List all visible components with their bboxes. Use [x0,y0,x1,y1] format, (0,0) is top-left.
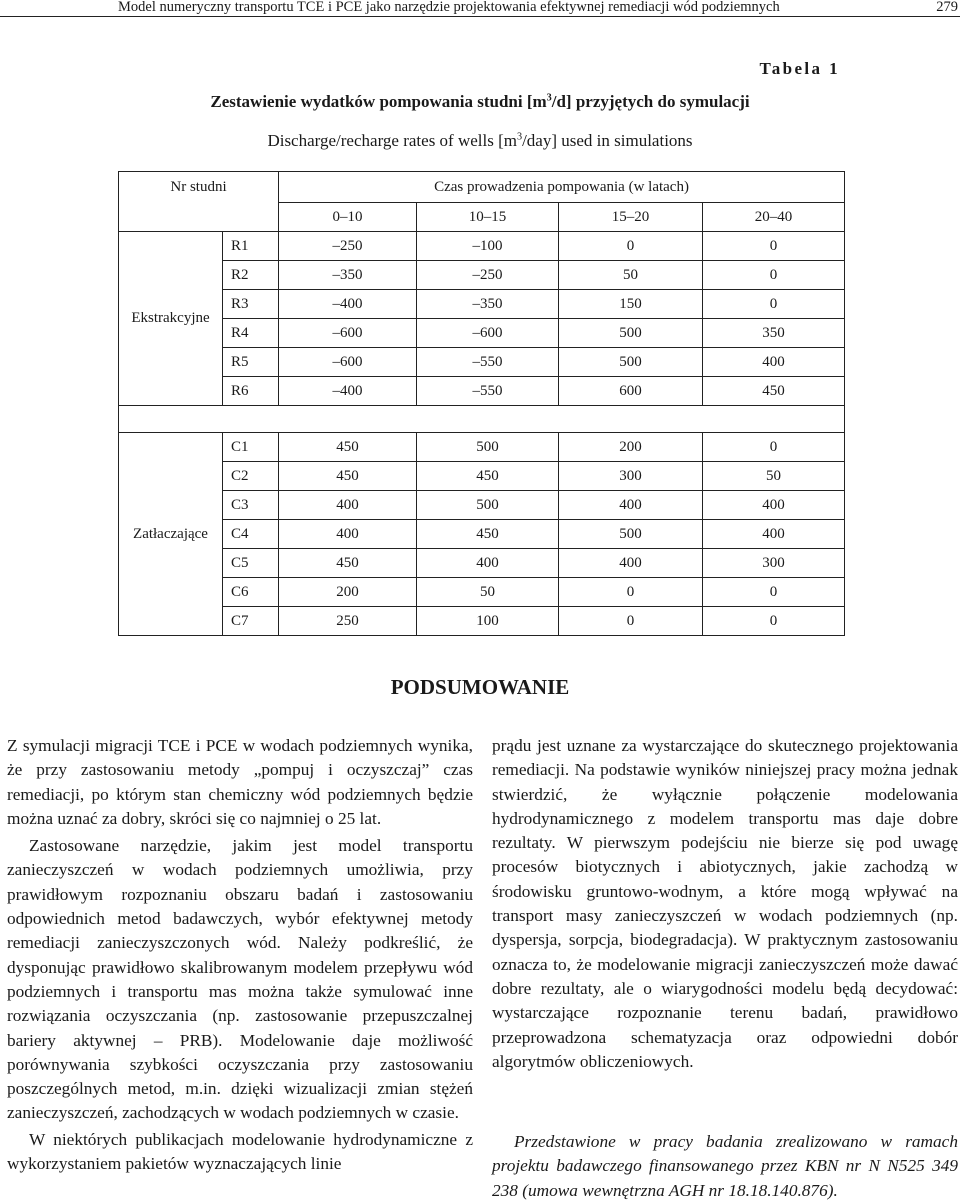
rate-value: –250 [279,232,417,261]
header-pumping-time: Czas prowadzenia pompowania (w latach) [279,172,845,203]
paragraph: prądu jest uznane za wystarczające do skutecznego projektowania remediacji. Na podstawie wyników niniejszej pracy można jednak stwierdzić, że wyłącznie połączenie modelowania hydrodynamicznego z modelem transportu mas daje dobre rezultaty. W pierwszym podejściu nie bierze się pod uwagę procesów biotycznych i abiotycznych, jakie zachodzą w środowisku gruntowo-wodnym, a które mogą wpływać na transport masy zanieczyszczeń w wodach podziemnych (np. dyspersja, sorpcja, biodegradacja). W praktycznym zastosowaniu oznacza to, że modelowanie migracji zanieczyszczeń może dawać dobre rezultaty, ale o wiarygodności modelu będą decydować: wystarczające rozpoznanie terenu badań, prawidłowo przeprowadzona schematyzacja oraz odpowiedni dobór algorytmów obliczeniowych. [492,736,958,1071]
period-header: 20–40 [703,203,845,232]
table-row [119,520,845,549]
rate-value: –350 [279,261,417,290]
table-row [119,491,845,520]
running-title: Model numeryczny transportu TCE i PCE jako narzędzie projektowania efektywnej remediacji wód podziemnych [118,0,780,15]
table-row [119,348,845,377]
rate-value: 0 [703,607,845,636]
rate-value: –600 [417,319,559,348]
rate-value: 450 [279,549,417,578]
rate-value: 500 [417,433,559,462]
rate-value: –400 [279,377,417,406]
rate-value: 350 [703,319,845,348]
left-column [7,734,473,1176]
well-id: C3 [223,491,279,520]
rate-value: 400 [703,348,845,377]
well-id: C6 [223,578,279,607]
rate-value: –100 [417,232,559,261]
rate-value: 0 [559,607,703,636]
rate-value: 300 [703,549,845,578]
table-row [119,549,845,578]
rate-value: 300 [559,462,703,491]
rate-value: 450 [703,377,845,406]
rate-value: 0 [703,290,845,319]
header-well-number: Nr studni [119,172,279,232]
rate-value: 500 [559,348,703,377]
paragraph: W niektórych publikacjach modelowanie hydrodynamiczne z wykorzystaniem pakietów wyznaczających linie [7,1129,473,1174]
rate-value: 450 [279,433,417,462]
table-label: Tabela 1 [759,59,840,78]
paragraph: Z symulacji migracji TCE i PCE w wodach podziemnych wynika, że przy zastosowaniu metody „pompuj i oczyszczaj” czas remediacji, po którym stan chemiczny wód podziemnych będzie można uznać za dobry, skróci się co najmniej o 25 lat. [7,736,473,828]
rate-value: 200 [559,433,703,462]
rate-value: 150 [559,290,703,319]
table-row [119,433,845,462]
table-row [119,377,845,406]
rate-value: 200 [279,578,417,607]
well-id: R5 [223,348,279,377]
rate-value: 400 [279,520,417,549]
table-row [119,607,845,636]
well-id: C5 [223,549,279,578]
period-header: 15–20 [559,203,703,232]
right-column [492,734,958,1200]
table-row [119,261,845,290]
rate-value: 0 [703,578,845,607]
table-row [119,319,845,348]
injection-group-label: Zatłaczające [119,433,223,636]
well-id: C2 [223,462,279,491]
table-row [119,232,845,261]
funding-note: Przedstawione w pracy badania zrealizowano w ramach projektu badawczego finansowanego przez KBN nr N N525 349 238 (umowa wewnętrzna AGH nr 18.18.140.876). [492,1132,958,1200]
rate-value: 500 [559,520,703,549]
rate-value: 400 [703,520,845,549]
rate-value: 50 [703,462,845,491]
well-id: R1 [223,232,279,261]
well-id: R2 [223,261,279,290]
rate-value: –400 [279,290,417,319]
group-separator [119,406,845,433]
period-header: 0–10 [279,203,417,232]
rate-value: –600 [279,348,417,377]
rate-value: 50 [559,261,703,290]
rate-value: 400 [559,549,703,578]
period-header: 10–15 [417,203,559,232]
rate-value: 500 [417,491,559,520]
rate-value: 0 [703,261,845,290]
discharge-rates-table [118,171,845,636]
rate-value: 0 [559,232,703,261]
table-row [119,462,845,491]
rate-value: 450 [279,462,417,491]
rate-value: 450 [417,462,559,491]
paragraph: Zastosowane narzędzie, jakim jest model transportu zanieczyszczeń w wodach podziemnych umożliwia, przy prawidłowym rozpoznaniu obszaru badań i zastosowaniu odpowiednich metod badawczych, wybór efektywnej metody remediacji zanieczyszczonych wód. Należy podkreślić, że dysponując prawidłowo skalibrowanym modelem przepływu wód podziemnych i transportu mas można także symulować inne rozwiązania oczyszczania (np. zastosowanie przepuszczalnej bariery aktywnej – PRB). Modelowanie daje możliwość porównywania szybkości oczyszczania przy zastosowaniu poszczególnych metod, m.in. dzięki wizualizacji zmian stężeń zanieczyszczeń, zachodzących w wodach podziemnych w czasie. [7,836,473,1123]
rate-value: 50 [417,578,559,607]
page-number: 279 [936,0,958,15]
well-id: C4 [223,520,279,549]
rate-value: 600 [559,377,703,406]
table-row [119,290,845,319]
well-id: C7 [223,607,279,636]
rate-value: 400 [703,491,845,520]
rate-value: 100 [417,607,559,636]
rate-value: 250 [279,607,417,636]
separator-cell [119,406,845,433]
rate-value: 400 [417,549,559,578]
rate-value: 400 [559,491,703,520]
rate-value: 450 [417,520,559,549]
well-id: R4 [223,319,279,348]
rate-value: 500 [559,319,703,348]
rate-value: 400 [279,491,417,520]
rate-value: –550 [417,377,559,406]
table-caption-english: Discharge/recharge rates of wells $[m^3/day]$ used in simulations [267,131,693,150]
rate-value: –250 [417,261,559,290]
rate-value: –600 [279,319,417,348]
table-caption-polish: Zestawienie wydatków pompowania studni $[m^3/d]$ przyjętych do symulacji [210,92,750,111]
rate-value: 0 [703,433,845,462]
well-id: C1 [223,433,279,462]
table-row [119,578,845,607]
rate-value: 0 [703,232,845,261]
well-id: R6 [223,377,279,406]
rate-value: –350 [417,290,559,319]
rate-value: –550 [417,348,559,377]
well-id: R3 [223,290,279,319]
extraction-group-label: Ekstrakcyjne [119,232,223,406]
running-header [0,0,960,17]
section-title: PODSUMOWANIE [390,675,570,699]
rate-value: 0 [559,578,703,607]
